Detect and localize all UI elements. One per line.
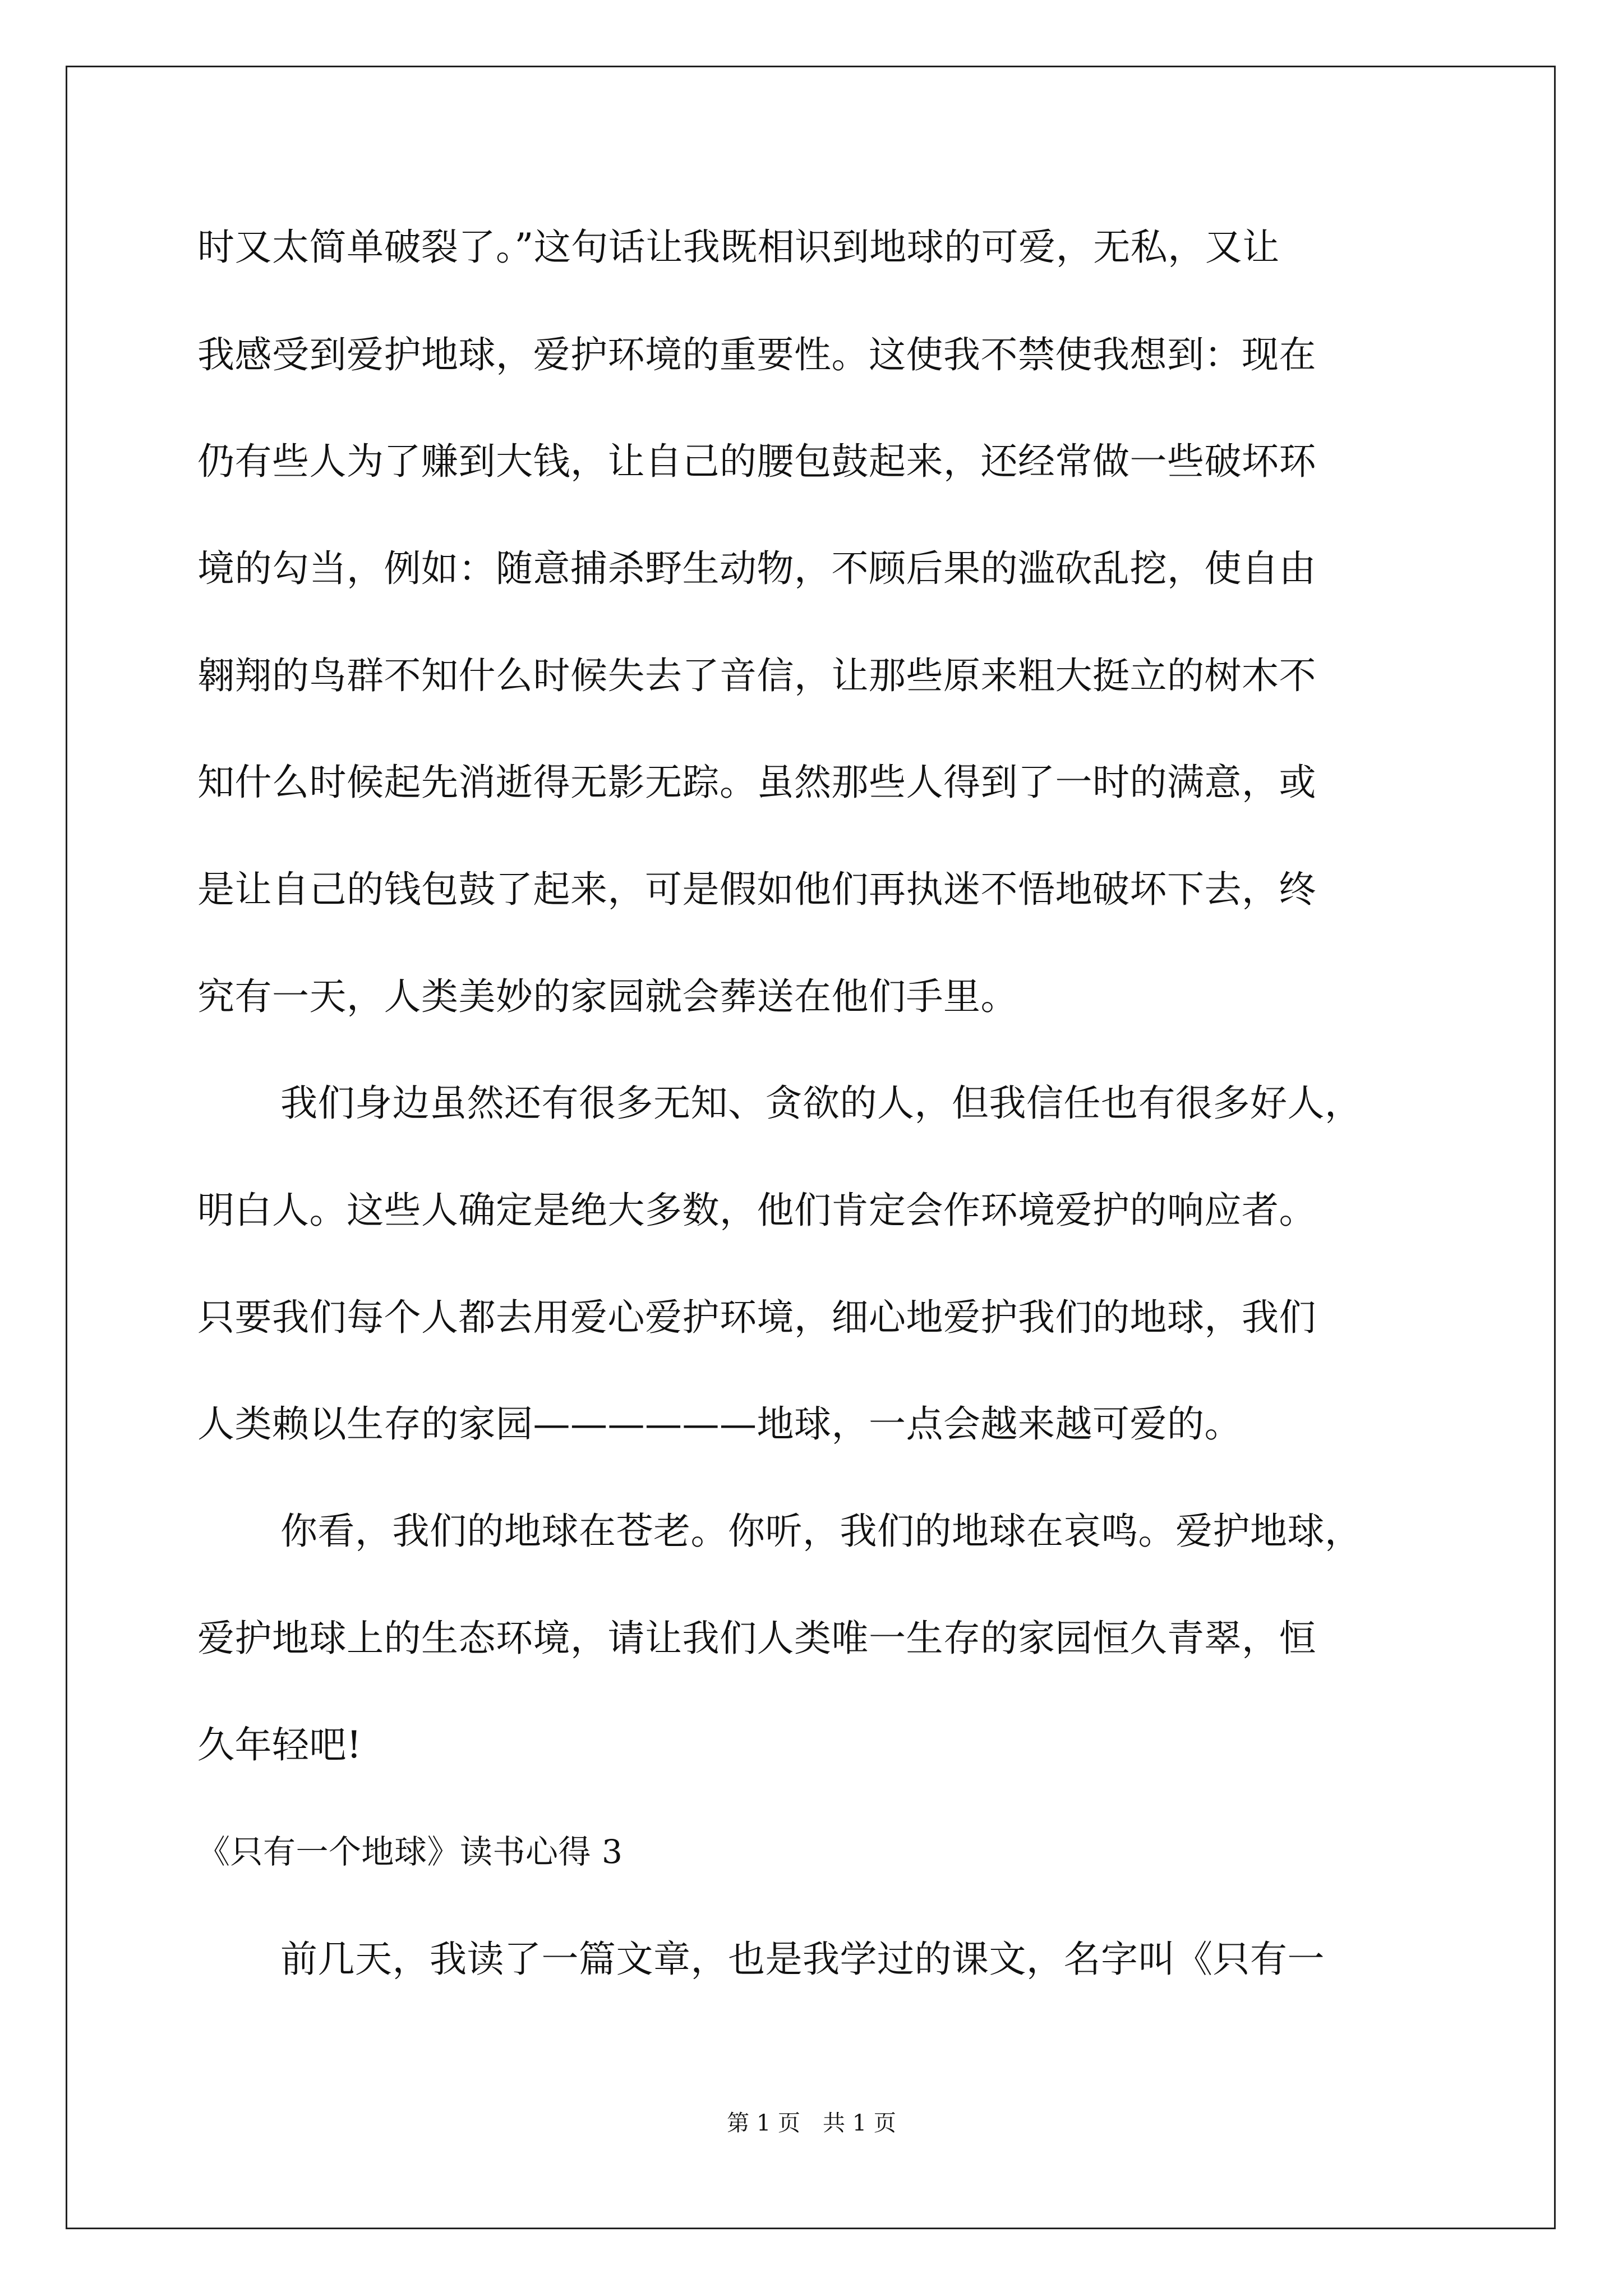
paragraph-line: 你看，我们的地球在苍老。你听，我们的地球在哀鸣。爱护地球， (280, 1510, 1362, 1553)
paragraph-line: 我感受到爱护地球，爱护环境的重要性。这使我不禁使我想到：现在 (197, 333, 1316, 376)
paragraph-line: 只要我们每个人都去用爱心爱护环境，细心地爱护我们的地球，我们 (197, 1296, 1316, 1339)
page-footer (0, 2112, 1623, 2134)
paragraph-line: 是让自己的钱包鼓了起来，可是假如他们再执迷不悟地破坏下去，终 (197, 868, 1316, 911)
paragraph-line: 前几天，我读了一篇文章，也是我学过的课文，名字叫《只有一 (280, 1938, 1325, 1981)
page-total: 共 1 页 (823, 2110, 896, 2136)
section-heading: 《只有一个地球》读书心得 3 (197, 1833, 623, 1871)
paragraph-line: 究有一天，人类美妙的家园就会葬送在他们手里。 (197, 975, 1018, 1018)
paragraph-line: 我们身边虽然还有很多无知、贪欲的人，但我信任也有很多好人， (280, 1082, 1362, 1125)
page-border (66, 66, 1556, 2229)
paragraph-line: 爱护地球上的生态环境，请让我们人类唯一生存的家园恒久青翠，恒 (197, 1617, 1316, 1660)
paragraph-line: 人类赖以生存的家园——————地球，一点会越来越可爱的。 (197, 1402, 1242, 1446)
paragraph-line: 翱翔的鸟群不知什么时候失去了音信，让那些原来粗大挺立的树木不 (197, 654, 1316, 697)
paragraph-line: 久年轻吧! (197, 1723, 362, 1766)
paragraph-line: 时又太简单破裂了。”这句话让我既相识到地球的可爱，无私，又让 (197, 226, 1280, 269)
page-number: 第 1 页 (727, 2110, 800, 2136)
paragraph-line: 境的勾当，例如：随意捕杀野生动物，不顾后果的滥砍乱挖，使自由 (197, 547, 1316, 590)
paragraph-line: 明白人。这些人确定是绝大多数，他们肯定会作环境爱护的响应者。 (197, 1189, 1316, 1232)
paragraph-line: 仍有些人为了赚到大钱，让自己的腰包鼓起来，还经常做一些破坏环 (197, 440, 1316, 483)
paragraph-line: 知什么时候起先消逝得无影无踪。虽然那些人得到了一时的满意，或 (197, 761, 1316, 804)
